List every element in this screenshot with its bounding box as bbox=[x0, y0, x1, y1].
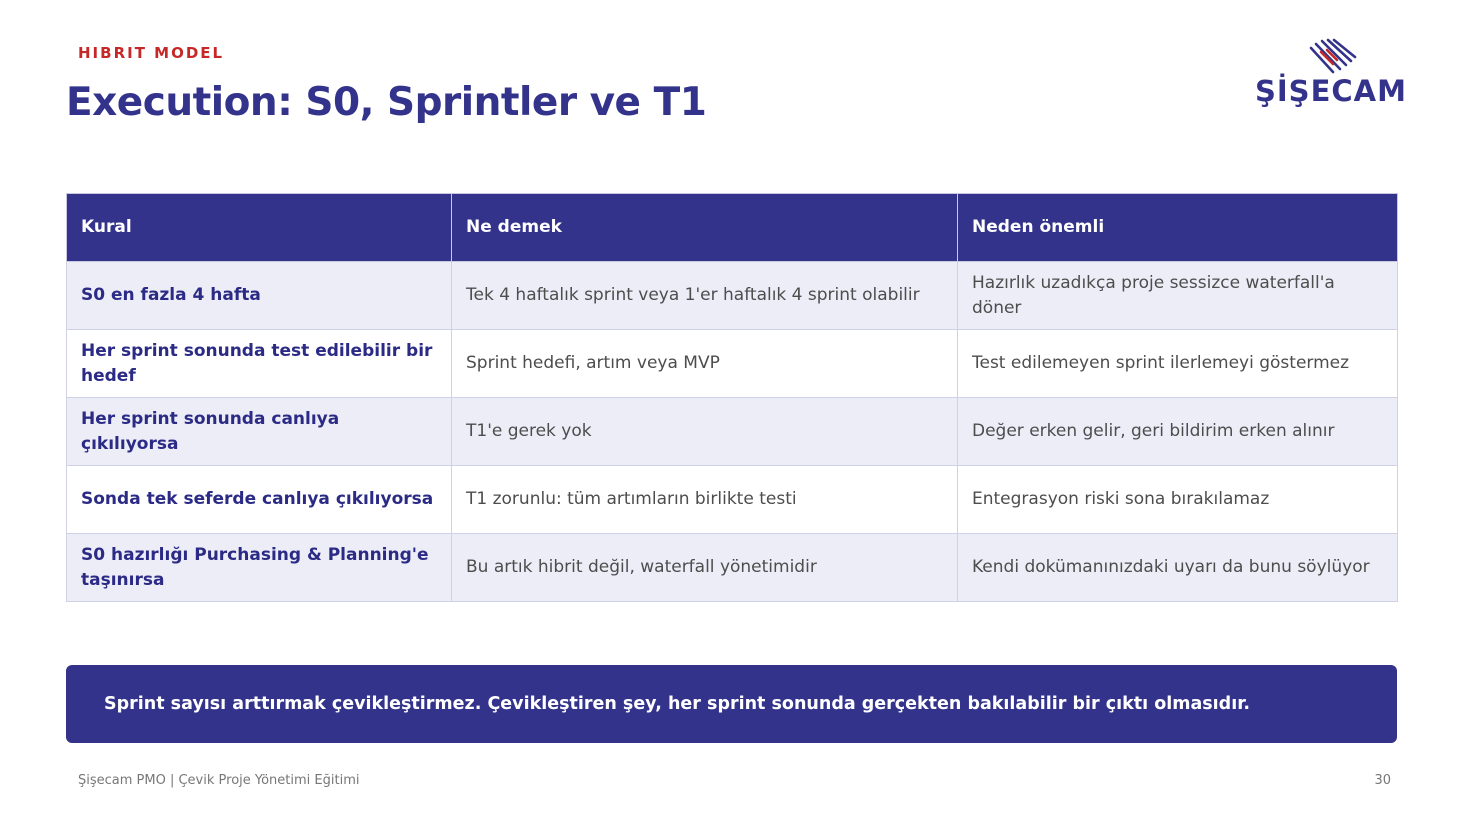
section-kicker: HIBRIT MODEL bbox=[78, 44, 225, 62]
column-header-kural: Kural bbox=[67, 194, 452, 262]
table-row bbox=[67, 330, 1398, 398]
meaning-cell: Sprint hedefi, artım veya MVP bbox=[452, 330, 958, 398]
meaning-cell: T1 zorunlu: tüm artımların birlikte testi bbox=[452, 466, 958, 534]
importance-cell: Test edilemeyen sprint ilerlemeyi göstermez bbox=[958, 330, 1398, 398]
importance-cell: Hazırlık uzadıkça proje sessizce waterfall'a döner bbox=[958, 262, 1398, 330]
table-row bbox=[67, 262, 1398, 330]
importance-cell: Entegrasyon riski sona bırakılamaz bbox=[958, 466, 1398, 534]
callout-text: Sprint sayısı arttırmak çevikleştirmez. Çevikleştiren şey, her sprint sonunda gerçekten bakılabilir bir çıktı olmasıdır. bbox=[104, 694, 1250, 714]
logo-mark-icon bbox=[1303, 38, 1357, 78]
rule-cell: S0 hazırlığı Purchasing & Planning'e taşınırsa bbox=[67, 534, 452, 602]
rule-cell: Her sprint sonunda canlıya çıkılıyorsa bbox=[67, 398, 452, 466]
logo-wordmark: ŞİŞECAM bbox=[1255, 74, 1407, 108]
key-message-callout bbox=[66, 665, 1397, 743]
rule-cell: S0 en fazla 4 hafta bbox=[67, 262, 452, 330]
importance-cell: Değer erken gelir, geri bildirim erken alınır bbox=[958, 398, 1398, 466]
table-row bbox=[67, 534, 1398, 602]
company-logo bbox=[1255, 38, 1405, 110]
table-row bbox=[67, 398, 1398, 466]
column-header-ne-demek: Ne demek bbox=[452, 194, 958, 262]
importance-cell: Kendi dokümanınızdaki uyarı da bunu söylüyor bbox=[958, 534, 1398, 602]
rules-table bbox=[66, 193, 1398, 602]
page-number: 30 bbox=[1374, 773, 1391, 788]
footer-text: Şişecam PMO | Çevik Proje Yönetimi Eğitimi bbox=[78, 773, 360, 788]
rule-cell: Her sprint sonunda test edilebilir bir hedef bbox=[67, 330, 452, 398]
meaning-cell: T1'e gerek yok bbox=[452, 398, 958, 466]
page-title: Execution: S0, Sprintler ve T1 bbox=[66, 80, 707, 125]
column-header-neden-onemli: Neden önemli bbox=[958, 194, 1398, 262]
table-row bbox=[67, 466, 1398, 534]
table-header-row bbox=[67, 194, 1398, 262]
rule-cell: Sonda tek seferde canlıya çıkılıyorsa bbox=[67, 466, 452, 534]
meaning-cell: Tek 4 haftalık sprint veya 1'er haftalık 4 sprint olabilir bbox=[452, 262, 958, 330]
meaning-cell: Bu artık hibrit değil, waterfall yönetimidir bbox=[452, 534, 958, 602]
